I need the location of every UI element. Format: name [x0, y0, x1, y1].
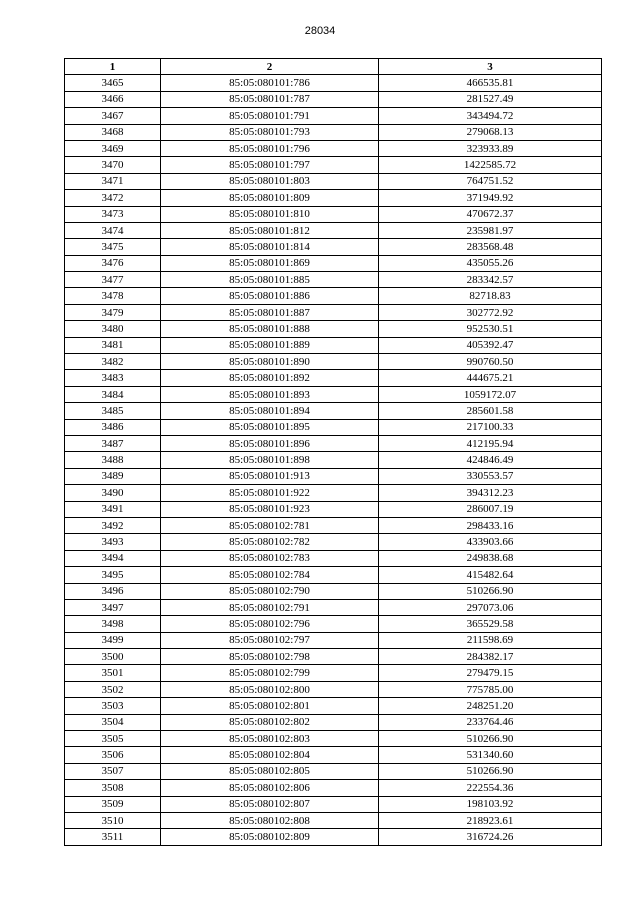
table-row	[65, 780, 602, 796]
table-header-row	[65, 59, 602, 75]
value-cell: 316724.26	[379, 829, 602, 845]
row-number-cell: 3504	[65, 714, 161, 730]
table-row	[65, 583, 602, 599]
table-row	[65, 108, 602, 124]
cadastral-number-cell: 85:05:080101:885	[161, 272, 379, 288]
table-row	[65, 501, 602, 517]
cadastral-number-cell: 85:05:080101:896	[161, 435, 379, 451]
row-number-cell: 3472	[65, 190, 161, 206]
table-row	[65, 337, 602, 353]
value-cell: 286007.19	[379, 501, 602, 517]
cadastral-number-cell: 85:05:080101:869	[161, 255, 379, 271]
cadastral-number-cell: 85:05:080102:798	[161, 649, 379, 665]
cadastral-number-cell: 85:05:080102:809	[161, 829, 379, 845]
table-row	[65, 616, 602, 632]
cadastral-number-cell: 85:05:080101:791	[161, 108, 379, 124]
cadastral-number-cell: 85:05:080102:784	[161, 567, 379, 583]
cadastral-number-cell: 85:05:080101:803	[161, 173, 379, 189]
cadastral-number-cell: 85:05:080101:892	[161, 370, 379, 386]
cadastral-number-cell: 85:05:080101:793	[161, 124, 379, 140]
cadastral-number-cell: 85:05:080102:804	[161, 747, 379, 763]
row-number-cell: 3495	[65, 567, 161, 583]
table-row	[65, 534, 602, 550]
cadastral-number-cell: 85:05:080102:799	[161, 665, 379, 681]
row-number-cell: 3507	[65, 763, 161, 779]
table-row	[65, 75, 602, 91]
table-row	[65, 747, 602, 763]
table-body	[65, 75, 602, 845]
table-row	[65, 796, 602, 812]
cadastral-number-cell: 85:05:080102:808	[161, 812, 379, 828]
row-number-cell: 3487	[65, 435, 161, 451]
value-cell: 211598.69	[379, 632, 602, 648]
cadastral-number-cell: 85:05:080102:791	[161, 599, 379, 615]
value-cell: 531340.60	[379, 747, 602, 763]
table-row	[65, 386, 602, 402]
cadastral-number-cell: 85:05:080102:803	[161, 731, 379, 747]
row-number-cell: 3494	[65, 550, 161, 566]
cadastral-number-cell: 85:05:080101:894	[161, 403, 379, 419]
value-cell: 330553.57	[379, 468, 602, 484]
table-row	[65, 698, 602, 714]
value-cell: 1059172.07	[379, 386, 602, 402]
cadastral-number-cell: 85:05:080101:814	[161, 239, 379, 255]
table-row	[65, 403, 602, 419]
row-number-cell: 3500	[65, 649, 161, 665]
row-number-cell: 3484	[65, 386, 161, 402]
row-number-cell: 3477	[65, 272, 161, 288]
value-cell: 435055.26	[379, 255, 602, 271]
row-number-cell: 3485	[65, 403, 161, 419]
row-number-cell: 3503	[65, 698, 161, 714]
row-number-cell: 3478	[65, 288, 161, 304]
row-number-cell: 3501	[65, 665, 161, 681]
cadastral-number-cell: 85:05:080102:783	[161, 550, 379, 566]
value-cell: 297073.06	[379, 599, 602, 615]
table-row	[65, 91, 602, 107]
table-row	[65, 829, 602, 845]
row-number-cell: 3499	[65, 632, 161, 648]
row-number-cell: 3470	[65, 157, 161, 173]
table-row	[65, 321, 602, 337]
cadastral-number-cell: 85:05:080102:802	[161, 714, 379, 730]
value-cell: 279068.13	[379, 124, 602, 140]
row-number-cell: 3476	[65, 255, 161, 271]
cadastral-number-cell: 85:05:080102:782	[161, 534, 379, 550]
table-row	[65, 173, 602, 189]
value-cell: 222554.36	[379, 780, 602, 796]
cadastral-number-cell: 85:05:080101:895	[161, 419, 379, 435]
value-cell: 284382.17	[379, 649, 602, 665]
cadastral-number-cell: 85:05:080102:790	[161, 583, 379, 599]
row-number-cell: 3497	[65, 599, 161, 615]
table-row	[65, 485, 602, 501]
cadastral-number-cell: 85:05:080101:922	[161, 485, 379, 501]
cadastral-number-cell: 85:05:080101:887	[161, 304, 379, 320]
value-cell: 433903.66	[379, 534, 602, 550]
table-row	[65, 140, 602, 156]
row-number-cell: 3468	[65, 124, 161, 140]
value-cell: 343494.72	[379, 108, 602, 124]
cadastral-number-cell: 85:05:080101:886	[161, 288, 379, 304]
table-row	[65, 812, 602, 828]
row-number-cell: 3505	[65, 731, 161, 747]
value-cell: 235981.97	[379, 222, 602, 238]
table-row	[65, 665, 602, 681]
row-number-cell: 3506	[65, 747, 161, 763]
value-cell: 990760.50	[379, 354, 602, 370]
table-row	[65, 681, 602, 697]
row-number-cell: 3469	[65, 140, 161, 156]
value-cell: 371949.92	[379, 190, 602, 206]
table-row	[65, 239, 602, 255]
table-row	[65, 124, 602, 140]
row-number-cell: 3502	[65, 681, 161, 697]
value-cell: 510266.90	[379, 583, 602, 599]
row-number-cell: 3493	[65, 534, 161, 550]
cadastral-number-cell: 85:05:080102:797	[161, 632, 379, 648]
table-row	[65, 255, 602, 271]
row-number-cell: 3498	[65, 616, 161, 632]
row-number-cell: 3474	[65, 222, 161, 238]
table-row	[65, 632, 602, 648]
row-number-cell: 3479	[65, 304, 161, 320]
value-cell: 470672.37	[379, 206, 602, 222]
cadastral-number-cell: 85:05:080102:801	[161, 698, 379, 714]
table-row	[65, 354, 602, 370]
table-row	[65, 206, 602, 222]
cadastral-number-cell: 85:05:080101:796	[161, 140, 379, 156]
row-number-cell: 3466	[65, 91, 161, 107]
cadastral-number-cell: 85:05:080101:797	[161, 157, 379, 173]
table-row	[65, 419, 602, 435]
table-row	[65, 370, 602, 386]
table-row	[65, 599, 602, 615]
table-row	[65, 517, 602, 533]
value-cell: 283342.57	[379, 272, 602, 288]
row-number-cell: 3480	[65, 321, 161, 337]
row-number-cell: 3486	[65, 419, 161, 435]
cadastral-number-cell: 85:05:080101:812	[161, 222, 379, 238]
value-cell: 412195.94	[379, 435, 602, 451]
value-cell: 466535.81	[379, 75, 602, 91]
value-cell: 510266.90	[379, 731, 602, 747]
cadastral-value-table	[64, 58, 602, 846]
value-cell: 510266.90	[379, 763, 602, 779]
row-number-cell: 3492	[65, 517, 161, 533]
cadastral-number-cell: 85:05:080102:781	[161, 517, 379, 533]
table-row	[65, 550, 602, 566]
row-number-cell: 3471	[65, 173, 161, 189]
table-row	[65, 272, 602, 288]
row-number-cell: 3509	[65, 796, 161, 812]
table-row	[65, 435, 602, 451]
cadastral-number-cell: 85:05:080101:923	[161, 501, 379, 517]
cadastral-number-cell: 85:05:080102:806	[161, 780, 379, 796]
value-cell: 218923.61	[379, 812, 602, 828]
value-cell: 249838.68	[379, 550, 602, 566]
value-cell: 233764.46	[379, 714, 602, 730]
value-cell: 323933.89	[379, 140, 602, 156]
value-cell: 279479.15	[379, 665, 602, 681]
row-number-cell: 3508	[65, 780, 161, 796]
table-row	[65, 731, 602, 747]
value-cell: 302772.92	[379, 304, 602, 320]
cadastral-number-cell: 85:05:080101:787	[161, 91, 379, 107]
value-cell: 405392.47	[379, 337, 602, 353]
cadastral-number-cell: 85:05:080101:890	[161, 354, 379, 370]
table-row	[65, 157, 602, 173]
cadastral-number-cell: 85:05:080101:889	[161, 337, 379, 353]
value-cell: 248251.20	[379, 698, 602, 714]
cadastral-number-cell: 85:05:080101:786	[161, 75, 379, 91]
row-number-cell: 3489	[65, 468, 161, 484]
table-row	[65, 468, 602, 484]
cadastral-number-cell: 85:05:080101:810	[161, 206, 379, 222]
table-row	[65, 304, 602, 320]
row-number-cell: 3510	[65, 812, 161, 828]
row-number-cell: 3496	[65, 583, 161, 599]
column-header-2: 2	[161, 59, 379, 75]
value-cell: 952530.51	[379, 321, 602, 337]
value-cell: 283568.48	[379, 239, 602, 255]
value-cell: 424846.49	[379, 452, 602, 468]
row-number-cell: 3511	[65, 829, 161, 845]
row-number-cell: 3488	[65, 452, 161, 468]
value-cell: 775785.00	[379, 681, 602, 697]
table-row	[65, 567, 602, 583]
value-cell: 1422585.72	[379, 157, 602, 173]
row-number-cell: 3465	[65, 75, 161, 91]
value-cell: 217100.33	[379, 419, 602, 435]
row-number-cell: 3467	[65, 108, 161, 124]
value-cell: 82718.83	[379, 288, 602, 304]
page-number: 28034	[304, 25, 336, 37]
row-number-cell: 3490	[65, 485, 161, 501]
row-number-cell: 3473	[65, 206, 161, 222]
value-cell: 281527.49	[379, 91, 602, 107]
value-cell: 198103.92	[379, 796, 602, 812]
cadastral-number-cell: 85:05:080101:893	[161, 386, 379, 402]
column-header-3: 3	[379, 59, 602, 75]
cadastral-number-cell: 85:05:080102:807	[161, 796, 379, 812]
table-row	[65, 714, 602, 730]
table-row	[65, 452, 602, 468]
value-cell: 764751.52	[379, 173, 602, 189]
table-row	[65, 222, 602, 238]
table-row	[65, 649, 602, 665]
cadastral-number-cell: 85:05:080102:800	[161, 681, 379, 697]
value-cell: 365529.58	[379, 616, 602, 632]
table-row	[65, 763, 602, 779]
cadastral-number-cell: 85:05:080102:805	[161, 763, 379, 779]
value-cell: 298433.16	[379, 517, 602, 533]
cadastral-number-cell: 85:05:080101:898	[161, 452, 379, 468]
row-number-cell: 3481	[65, 337, 161, 353]
cadastral-number-cell: 85:05:080101:913	[161, 468, 379, 484]
row-number-cell: 3491	[65, 501, 161, 517]
cadastral-number-cell: 85:05:080101:888	[161, 321, 379, 337]
value-cell: 415482.64	[379, 567, 602, 583]
value-cell: 444675.21	[379, 370, 602, 386]
table-row	[65, 190, 602, 206]
cadastral-number-cell: 85:05:080102:796	[161, 616, 379, 632]
value-cell: 394312.23	[379, 485, 602, 501]
value-cell: 285601.58	[379, 403, 602, 419]
row-number-cell: 3483	[65, 370, 161, 386]
table-row	[65, 288, 602, 304]
cadastral-number-cell: 85:05:080101:809	[161, 190, 379, 206]
row-number-cell: 3482	[65, 354, 161, 370]
column-header-1: 1	[65, 59, 161, 75]
row-number-cell: 3475	[65, 239, 161, 255]
